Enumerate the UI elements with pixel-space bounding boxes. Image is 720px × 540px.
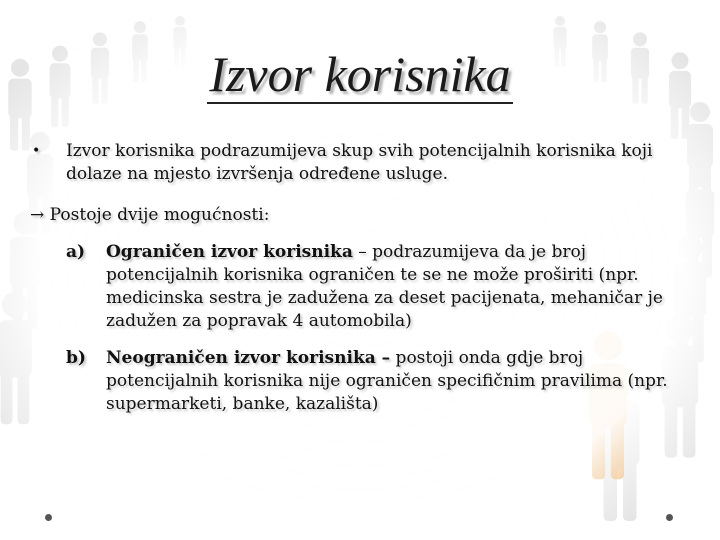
- option-a-description: – podrazumijeva da je broj potencijalnih korisnika ograničen te se ne može proširiti (npr. medicinska sestra je zadužena za deset pacijenata, mehaničar je zadužen za popravak 4 automobila): [106, 242, 663, 331]
- option-b: [66, 347, 680, 416]
- option-b-description: postoji onda gdje broj potencijalnih korisnika nije ograničen specifičnim pravilima (npr. supermarketi, banke, kazališta): [106, 348, 668, 414]
- corner-dot-right: [666, 514, 673, 521]
- option-a: [66, 241, 680, 333]
- option-b-label: b): [66, 348, 86, 368]
- option-a-label: a): [66, 242, 86, 262]
- slide-title: [0, 44, 720, 104]
- corner-dot-left: [45, 514, 52, 521]
- slide-title-text: Izvor korisnika: [209, 46, 511, 102]
- option-a-text: [106, 241, 680, 333]
- bullet-text: Izvor korisnika podrazumijeva skup svih potencijalnih korisnika koji dolaze na mjesto izvršenja određene usluge.: [66, 141, 653, 184]
- options-intro: → Postoje dvije mogućnosti:: [30, 205, 270, 225]
- bullet-marker: •: [32, 143, 41, 159]
- bullet-item: [30, 140, 680, 186]
- option-a-term: Ograničen izvor korisnika: [106, 242, 353, 262]
- option-b-text: [106, 347, 680, 416]
- option-b-term: Neograničen izvor korisnika –: [106, 348, 391, 368]
- slide-body: [30, 140, 680, 416]
